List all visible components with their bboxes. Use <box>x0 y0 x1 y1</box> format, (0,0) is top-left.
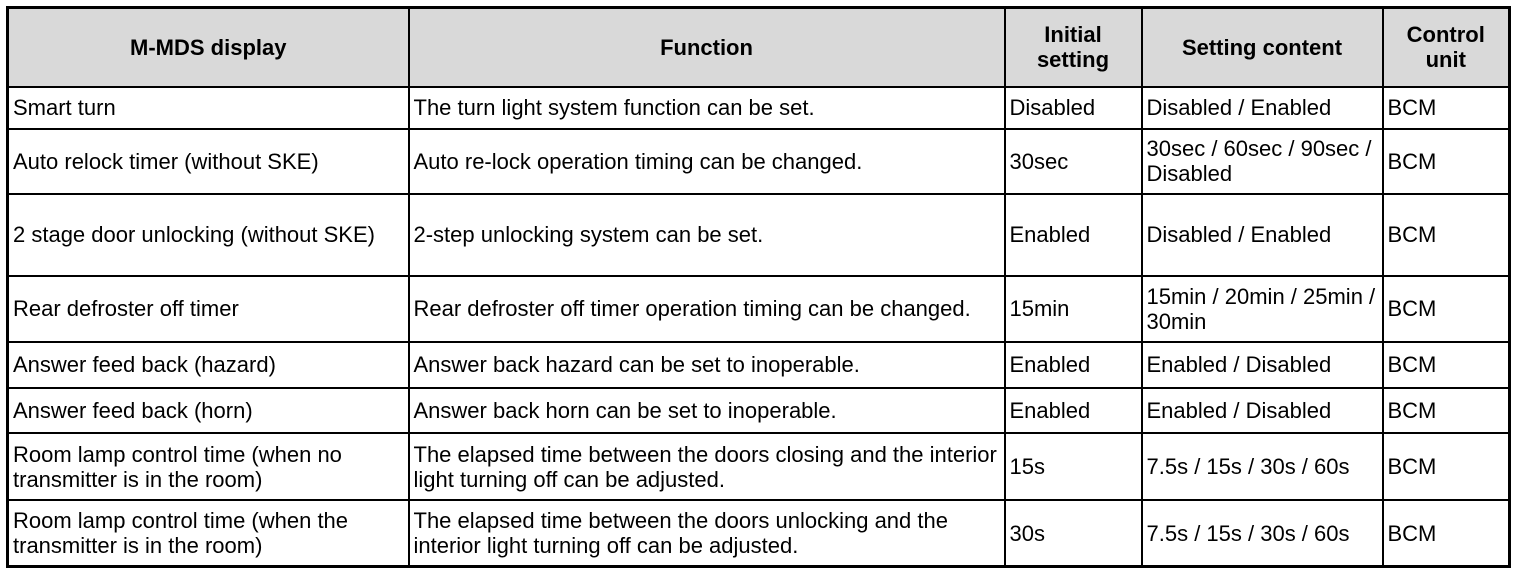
cell-initial-setting: Enabled <box>1005 194 1142 276</box>
cell-initial-setting: 30s <box>1005 500 1142 566</box>
header-initial-line1: Initial <box>1044 22 1102 48</box>
cell-function: Answer back hazard can be set to inoperable. <box>409 342 1005 388</box>
cell-setting-content: Enabled / Disabled <box>1142 342 1383 388</box>
table-row <box>8 433 1510 500</box>
cell-setting-content: Disabled / Enabled <box>1142 87 1383 129</box>
header-initial-setting <box>1005 8 1142 87</box>
table-row <box>8 342 1510 388</box>
cell-function: 2-step unlocking system can be set. <box>409 194 1005 276</box>
header-initial-line2: setting <box>1036 47 1110 73</box>
cell-control-unit: BCM <box>1383 388 1510 433</box>
cell-function: Auto re-lock operation timing can be changed. <box>409 129 1005 194</box>
header-control-unit <box>1383 8 1510 87</box>
table-row <box>8 276 1510 342</box>
cell-mds-display: Room lamp control time (when the transmitter is in the room) <box>8 500 409 566</box>
cell-control-unit: BCM <box>1383 129 1510 194</box>
mds-settings-table <box>6 6 1511 568</box>
cell-function: The turn light system function can be set. <box>409 87 1005 129</box>
cell-setting-content: 15min / 20min / 25min / 30min <box>1142 276 1383 342</box>
cell-initial-setting: Enabled <box>1005 388 1142 433</box>
cell-initial-setting: 30sec <box>1005 129 1142 194</box>
cell-initial-setting: Enabled <box>1005 342 1142 388</box>
cell-function: Answer back horn can be set to inoperable. <box>409 388 1005 433</box>
cell-control-unit: BCM <box>1383 276 1510 342</box>
table-header-row <box>8 8 1510 87</box>
cell-mds-display: Smart turn <box>8 87 409 129</box>
header-mds-display: M-MDS display <box>8 8 409 87</box>
cell-mds-display: Rear defroster off timer <box>8 276 409 342</box>
cell-setting-content: 7.5s / 15s / 30s / 60s <box>1142 433 1383 500</box>
cell-function: Rear defroster off timer operation timing can be changed. <box>409 276 1005 342</box>
table-row <box>8 129 1510 194</box>
cell-initial-setting: 15s <box>1005 433 1142 500</box>
cell-control-unit: BCM <box>1383 194 1510 276</box>
cell-mds-display: Auto relock timer (without SKE) <box>8 129 409 194</box>
header-function: Function <box>409 8 1005 87</box>
cell-setting-content: 30sec / 60sec / 90sec / Disabled <box>1142 129 1383 194</box>
table-row <box>8 500 1510 566</box>
header-control-line1: Control <box>1406 22 1485 48</box>
cell-mds-display: 2 stage door unlocking (without SKE) <box>8 194 409 276</box>
table-row <box>8 87 1510 129</box>
cell-control-unit: BCM <box>1383 500 1510 566</box>
table-row <box>8 194 1510 276</box>
header-setting-content: Setting content <box>1142 8 1383 87</box>
table-row <box>8 388 1510 433</box>
cell-initial-setting: Disabled <box>1005 87 1142 129</box>
cell-setting-content: Enabled / Disabled <box>1142 388 1383 433</box>
cell-control-unit: BCM <box>1383 342 1510 388</box>
cell-setting-content: 7.5s / 15s / 30s / 60s <box>1142 500 1383 566</box>
cell-function: The elapsed time between the doors unlocking and the interior light turning off can be adjusted. <box>409 500 1005 566</box>
cell-mds-display: Room lamp control time (when no transmitter is in the room) <box>8 433 409 500</box>
cell-function: The elapsed time between the doors closing and the interior light turning off can be adjusted. <box>409 433 1005 500</box>
cell-control-unit: BCM <box>1383 87 1510 129</box>
cell-setting-content: Disabled / Enabled <box>1142 194 1383 276</box>
header-control-line2: unit <box>1425 47 1466 73</box>
cell-initial-setting: 15min <box>1005 276 1142 342</box>
cell-mds-display: Answer feed back (hazard) <box>8 342 409 388</box>
cell-control-unit: BCM <box>1383 433 1510 500</box>
cell-mds-display: Answer feed back (horn) <box>8 388 409 433</box>
